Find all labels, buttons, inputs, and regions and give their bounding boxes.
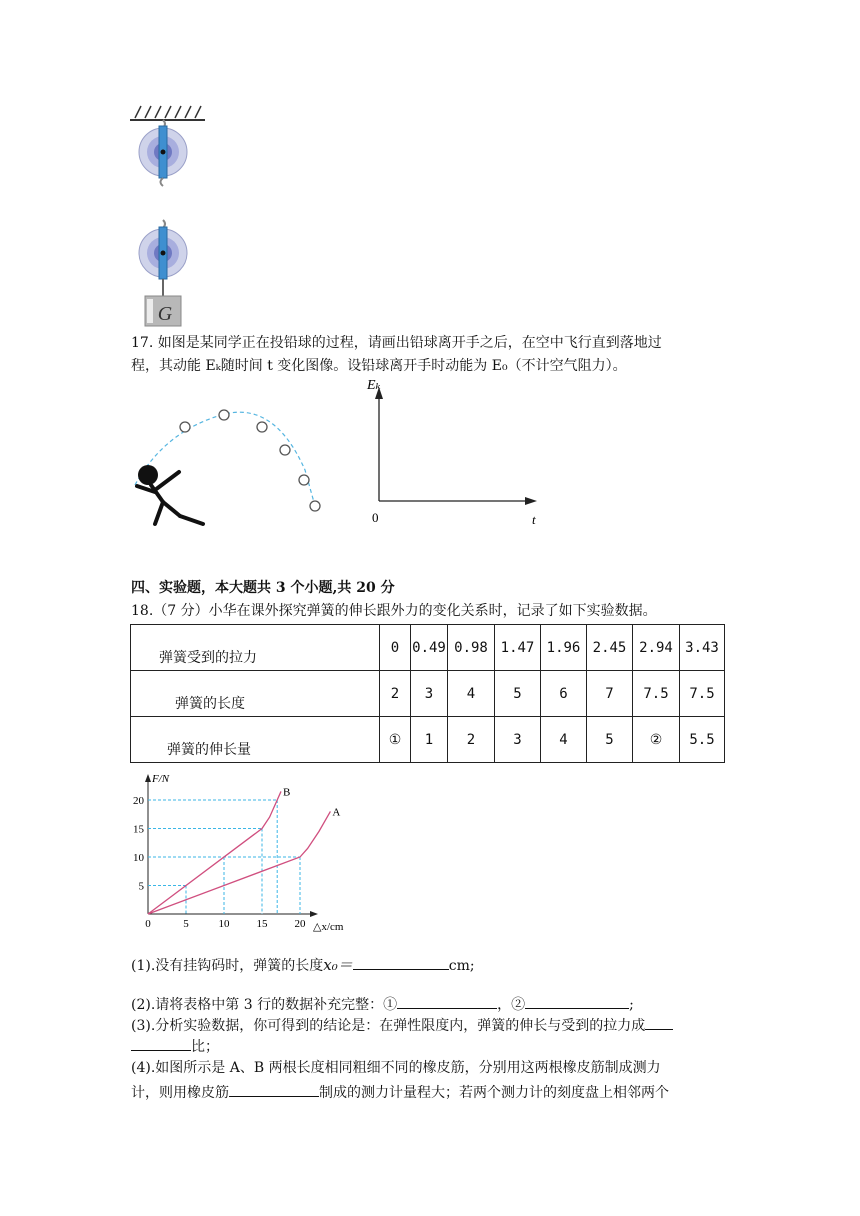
answer-blank-length[interactable] [353, 954, 449, 970]
table-cell: 5 [495, 671, 541, 717]
q18-part3-line1 [131, 1014, 673, 1036]
table-cell: 7.5 [680, 671, 725, 717]
shot-put-figure [125, 400, 335, 535]
series-label-b: B [283, 786, 291, 799]
q18-part2-text: (2).请将表格中第 3 行的数据补充完整：① [131, 997, 398, 1013]
series-label-a: A [332, 806, 341, 819]
table-cell: 3.43 [680, 625, 725, 671]
table-cell: 1.47 [495, 625, 541, 671]
section-heading: 四、实验题，本大题共 3 个小题,共 20 分 [131, 580, 395, 596]
q18-part2-mid: ，② [497, 997, 526, 1013]
q17-line2: 程，其动能 Eₖ随时间 t 变化图像。设铅球离开手时动能为 E₀（不计空气阻力）。 [131, 358, 627, 374]
q18-part1-var: x₀＝ [323, 956, 353, 974]
spring-balance-lower [139, 220, 187, 296]
y-tick-label: 10 [133, 852, 144, 864]
x-axis-arrow [310, 911, 318, 917]
answer-blank-2[interactable] [525, 993, 629, 1009]
axis-x-label: t [532, 512, 536, 527]
q18-part1-unit: cm; [448, 958, 475, 974]
answer-blank-1[interactable] [397, 993, 497, 1009]
origin-label: 0 [372, 510, 379, 525]
table-row-label: 弹簧受到的拉力 [131, 625, 380, 671]
spring-balance-figure [125, 100, 215, 330]
table-cell: 2 [380, 671, 411, 717]
q17-line1: 17. 如图是某同学正在投铅球的过程，请画出铅球离开手之后，在空中飞行直到落地过 [131, 335, 662, 351]
series-line-b [148, 791, 281, 914]
ball-positions [180, 410, 320, 511]
q18-part2 [131, 993, 634, 1015]
x-tick-label: 15 [256, 918, 268, 930]
x-tick-label: 0 [145, 918, 151, 930]
table-cell: 7 [587, 671, 633, 717]
q18-part1 [131, 954, 475, 976]
table-cell: 1 [411, 717, 448, 763]
table-row [131, 717, 725, 763]
table-row [131, 671, 725, 717]
answer-blank-3b[interactable] [131, 1035, 191, 1051]
table-cell: 5 [587, 717, 633, 763]
answer-blank-4[interactable] [229, 1081, 319, 1097]
q18-part3-text: (3).分析实验数据，你可得到的结论是：在弹性限度内，弹簧的伸长与受到的拉力成 [131, 1018, 646, 1034]
q18-part1-text: (1).没有挂钩码时，弹簧的长度 [131, 958, 324, 974]
table-cell: 3 [495, 717, 541, 763]
table-cell: 7.5 [633, 671, 680, 717]
y-axis-label: F/N [152, 773, 170, 785]
table-cell: 1.96 [541, 625, 587, 671]
weight-block [145, 296, 181, 326]
x-tick-label: 10 [218, 918, 230, 930]
q18-part3-line2 [131, 1035, 219, 1057]
q18-intro: 18.（7 分）小华在课外探究弹簧的伸长跟外力的变化关系时，记录了如下实验数据。 [131, 603, 657, 619]
force-extension-chart [120, 768, 360, 938]
table-cell: 4 [541, 717, 587, 763]
table-cell: 0.98 [448, 625, 495, 671]
table-row [131, 625, 725, 671]
x-axis-label: △x/cm [313, 921, 344, 933]
data-table [130, 624, 725, 763]
series-line-a [148, 811, 330, 914]
table-cell: 2.45 [587, 625, 633, 671]
x-tick-label: 5 [183, 918, 189, 930]
thrower-figure [137, 465, 203, 524]
table-cell: 2.94 [633, 625, 680, 671]
q18-part4-line1: (4).如图所示是 A、B 两根长度相同粗细不同的橡皮筋，分别用这两根橡皮筋制成测力 [131, 1060, 661, 1076]
axis-y-label: Eₖ [367, 378, 381, 393]
q18-part3-end: 比； [191, 1039, 219, 1055]
x-tick-label: 20 [294, 918, 306, 930]
q18-part4-text-a: 计，则用橡皮筋 [131, 1085, 229, 1101]
table-cell: ① [380, 717, 411, 763]
weight-label: G [157, 303, 173, 325]
spring-balance-upper [139, 120, 187, 186]
table-row-label: 弹簧的长度 [131, 671, 380, 717]
y-tick-label: 20 [133, 795, 144, 807]
y-tick-label: 5 [138, 880, 144, 893]
table-cell: 5.5 [680, 717, 725, 763]
q18-part4-text-b: 制成的测力计量程大；若两个测力计的刻度盘上相邻两个 [319, 1085, 669, 1101]
trajectory-path [135, 412, 315, 506]
ek-t-axes [365, 375, 545, 530]
table-row-label: 弹簧的伸长量 [131, 717, 380, 763]
table-cell: 0.49 [411, 625, 448, 671]
q18-part2-end: ; [629, 997, 634, 1013]
ceiling-support [130, 106, 205, 120]
table-cell: 4 [448, 671, 495, 717]
table-cell: 2 [448, 717, 495, 763]
answer-blank-3a[interactable] [645, 1014, 673, 1030]
table-cell: ② [633, 717, 680, 763]
y-tick-label: 15 [133, 823, 144, 836]
y-axis-arrow [145, 774, 151, 782]
table-cell: 0 [380, 625, 411, 671]
q18-part4-line2 [131, 1081, 669, 1103]
table-cell: 6 [541, 671, 587, 717]
table-cell: 3 [411, 671, 448, 717]
